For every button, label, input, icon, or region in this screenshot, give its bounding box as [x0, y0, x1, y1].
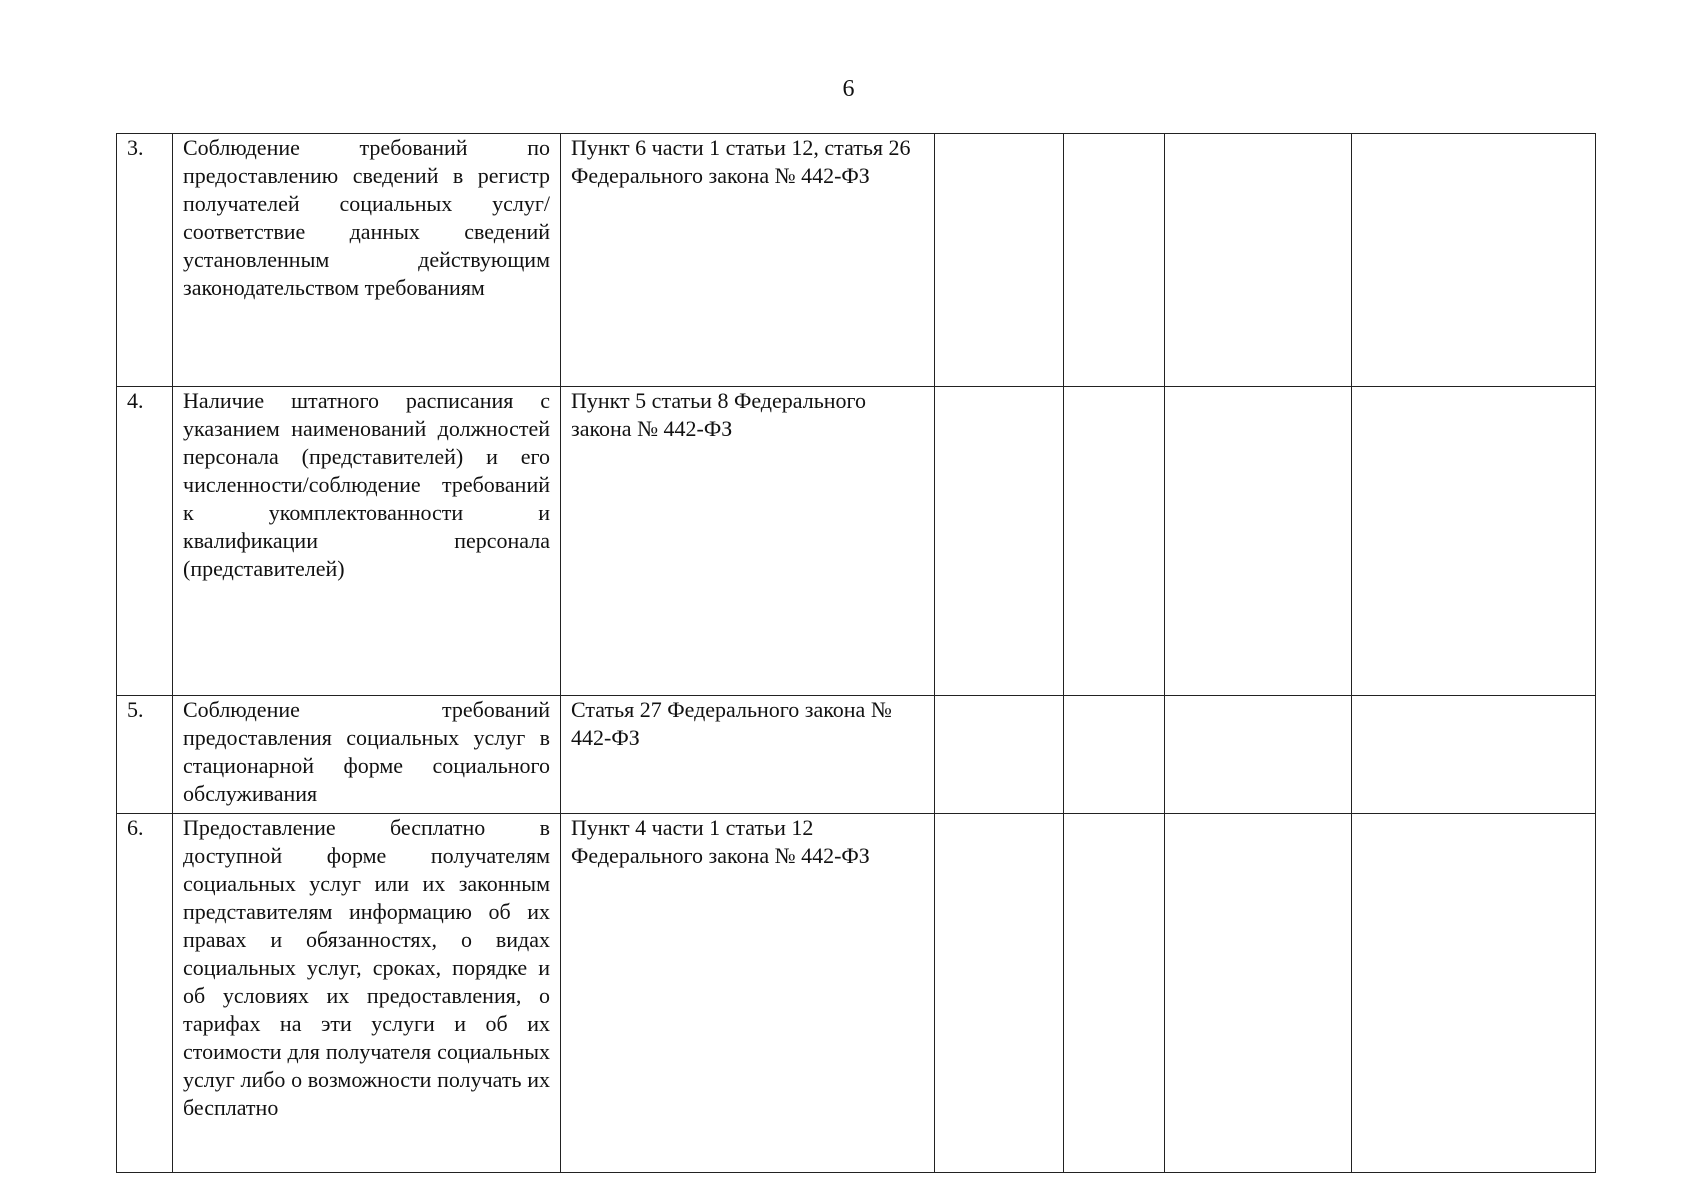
- requirement-cell: [173, 814, 561, 1173]
- row-number: 3.: [127, 135, 144, 160]
- empty-cell-col6: [1165, 814, 1352, 1173]
- row-number-cell: [117, 387, 173, 696]
- empty-cell-col4: [935, 814, 1064, 1173]
- empty-cell-col6: [1165, 387, 1352, 696]
- requirement-text: Наличие штатного расписания с указанием наименований должностей персонала (представителей) и его численности/соблюдение требований к укомплектованности и квалификации персонала (представителей): [183, 388, 550, 581]
- requirement-text: Предоставление бесплатно в доступной форме получателям социальных услуг или их законным представителям информацию об их правах и обязанностях, о видах социальных услуг, сроках, порядке и об условиях их предоставления, о тарифах на эти услуги и об их стоимости для получателя социальных услуг либо о возможности получать их бесплатно: [183, 815, 550, 1120]
- empty-cell-col6: [1165, 134, 1352, 387]
- empty-cell-col4: [935, 696, 1064, 814]
- table-row: [117, 814, 1596, 1173]
- legal-basis-text: Пункт 6 части 1 статьи 12, статья 26 Федерального закона № 442-ФЗ: [571, 135, 911, 188]
- table-row: [117, 696, 1596, 814]
- requirement-cell: [173, 696, 561, 814]
- empty-cell-col5: [1064, 387, 1165, 696]
- requirement-cell: [173, 387, 561, 696]
- row-number-cell: [117, 696, 173, 814]
- legal-basis-cell: [561, 814, 935, 1173]
- empty-cell-col7: [1352, 387, 1596, 696]
- empty-cell-col7: [1352, 814, 1596, 1173]
- empty-cell-col6: [1165, 696, 1352, 814]
- empty-cell-col7: [1352, 134, 1596, 387]
- row-number: 4.: [127, 388, 144, 413]
- legal-basis-cell: [561, 134, 935, 387]
- row-number-cell: [117, 134, 173, 387]
- empty-cell-col5: [1064, 696, 1165, 814]
- empty-cell-col7: [1352, 696, 1596, 814]
- legal-basis-text: Пункт 5 статьи 8 Федерального закона № 442-ФЗ: [571, 388, 866, 441]
- table-row: [117, 134, 1596, 387]
- empty-cell-col4: [935, 134, 1064, 387]
- requirement-text: Соблюдение требований по предоставлению сведений в регистр получателей социальных услуг/соответствие данных сведений установленным действующим законодательством требованиям: [183, 135, 550, 300]
- row-number: 6.: [127, 815, 144, 840]
- row-number: 5.: [127, 697, 144, 722]
- legal-basis-cell: [561, 387, 935, 696]
- table-row: [117, 387, 1596, 696]
- legal-basis-cell: [561, 696, 935, 814]
- page-number: 6: [842, 76, 855, 102]
- empty-cell-col5: [1064, 814, 1165, 1173]
- row-number-cell: [117, 814, 173, 1173]
- requirement-text: Соблюдение требований предоставления социальных услуг в стационарной форме социального обслуживания: [183, 697, 550, 806]
- requirement-cell: [173, 134, 561, 387]
- empty-cell-col4: [935, 387, 1064, 696]
- legal-basis-text: Статья 27 Федерального закона № 442-ФЗ: [571, 697, 892, 750]
- empty-cell-col5: [1064, 134, 1165, 387]
- checklist-table: [116, 133, 1596, 1173]
- legal-basis-text: Пункт 4 части 1 статьи 12 Федерального закона № 442-ФЗ: [571, 815, 870, 868]
